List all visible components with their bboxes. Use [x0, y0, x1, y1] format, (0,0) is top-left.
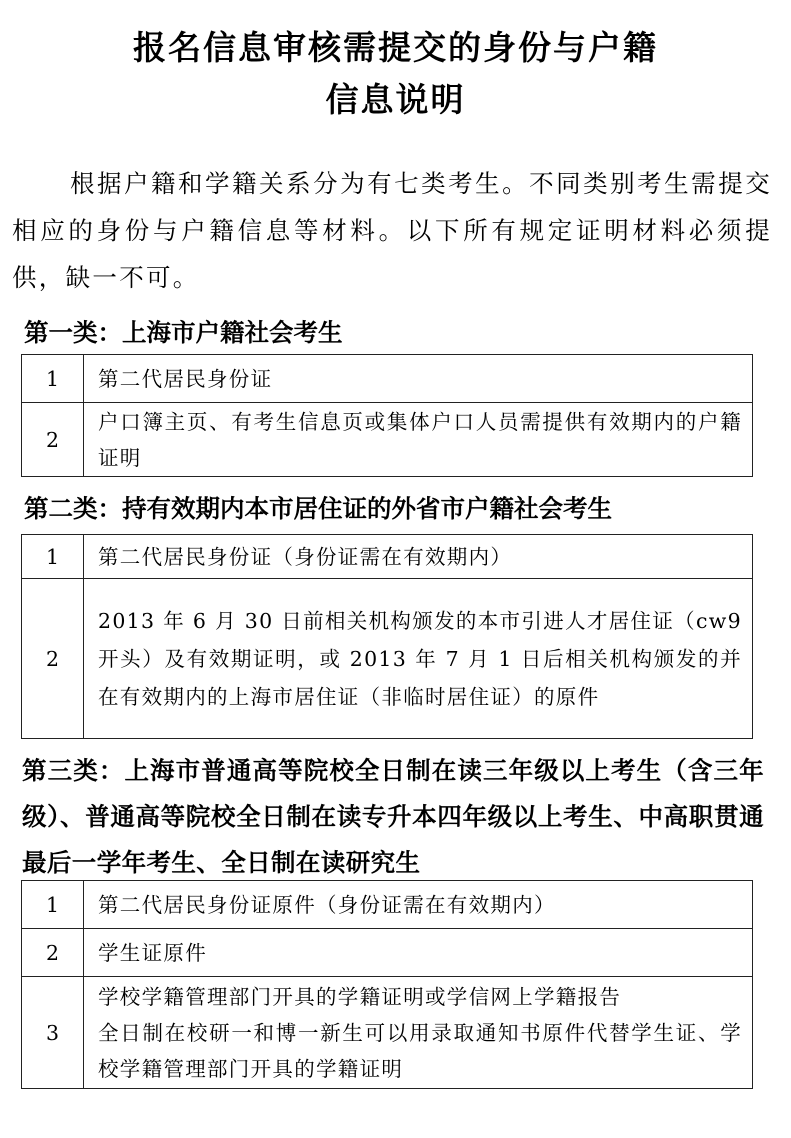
row-text: 2013 年 6 月 30 日前相关机构颁发的本市引进人才居住证（cw9 开头）及有效期证明，或 2013 年 7 月 1 日后相关机构颁发的并在有效期内的上海市居住证（非临时居住证）的原件 — [84, 579, 753, 739]
row-text: 第二代居民身份证 — [84, 355, 753, 403]
section-3-table — [21, 880, 753, 1089]
row-number: 3 — [22, 977, 84, 1089]
row-number: 1 — [22, 355, 84, 403]
row-text: 第二代居民身份证（身份证需在有效期内） — [84, 535, 753, 579]
document-title-line-1: 报名信息审核需提交的身份与户籍 — [133, 28, 658, 67]
row-text: 户口簿主页、有考生信息页或集体户口人员需提供有效期内的户籍证明 — [84, 403, 753, 477]
table-row — [22, 535, 753, 579]
section-2-table — [21, 534, 753, 739]
section-3-heading: 第三类：上海市普通高等院校全日制在读三年级以上考生（含三年级）、普通高等院校全日制在读专升本四年级以上考生、中高职贯通最后一学年考生、全日制在读研究生 — [22, 756, 764, 877]
table-row — [22, 403, 753, 477]
row-number: 1 — [22, 881, 84, 929]
table-row — [22, 579, 753, 739]
table-row — [22, 881, 753, 929]
row-text: 第二代居民身份证原件（身份证需在有效期内） — [84, 881, 753, 929]
row-text: 学校学籍管理部门开具的学籍证明或学信网上学籍报告 — [98, 984, 622, 1009]
table-row — [22, 977, 753, 1089]
row-text-cell — [84, 977, 753, 1089]
document-title-line-2: 信息说明 — [325, 80, 466, 119]
table-row — [22, 355, 753, 403]
row-number: 2 — [22, 403, 84, 477]
table-row — [22, 929, 753, 977]
row-number: 1 — [22, 535, 84, 579]
row-number: 2 — [22, 579, 84, 739]
intro-paragraph: 根据户籍和学籍关系分为有七类考生。不同类别考生需提交相应的身份与户籍信息等材料。以下所有规定证明材料必须提供，缺一不可。 — [12, 169, 772, 292]
section-1-table — [21, 354, 753, 477]
section-2-heading: 第二类：持有效期内本市居住证的外省市户籍社会考生 — [24, 494, 612, 523]
row-text: 学生证原件 — [84, 929, 753, 977]
section-1-heading: 第一类：上海市户籍社会考生 — [24, 318, 343, 347]
row-text-note: 全日制在校研一和博一新生可以用录取通知书原件代替学生证、学校学籍管理部门开具的学籍证明 — [98, 1020, 742, 1081]
row-number: 2 — [22, 929, 84, 977]
